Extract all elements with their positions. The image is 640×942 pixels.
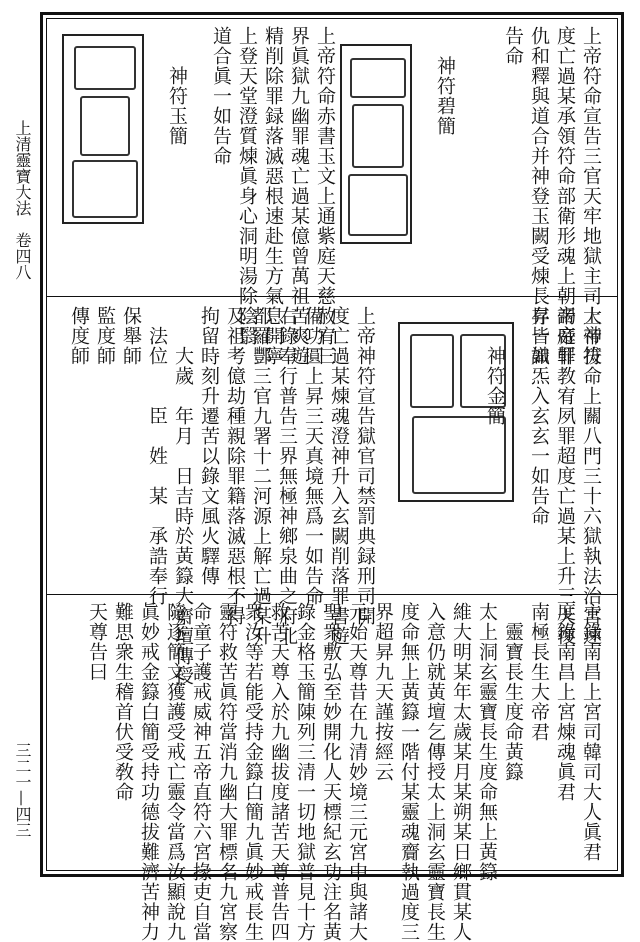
text-column: 主錄南昌上宮司韓司大人眞君: [580, 602, 602, 862]
text-column: 界眞獄九幽罪魂亡過某億曾萬祖苦爽遊: [288, 26, 310, 366]
text-column: 道合眞一如告命: [210, 26, 232, 166]
text-column: 隨逐簡文獲護受戒亡靈令當爲汝顯說九: [164, 602, 186, 942]
text-column: 大歲 年月 日吉時於黃籙大齋壇傳授: [172, 346, 194, 686]
text-column: 天尊告曰: [86, 602, 108, 682]
text-column: 入意仍就黃壇乞傳授太上洞玄靈寶長生: [424, 602, 446, 942]
text-column: 上帝神符宣告獄官司禁罰典録刑司開: [354, 306, 376, 626]
text-column: 都羅酆三官九署十二河源上解亡過某升: [250, 306, 272, 646]
text-column: 右錄奉行普告三界無極神鄉泉曲之府北: [276, 306, 298, 646]
text-column: 靈寶長生度命黃籙: [502, 622, 524, 782]
text-column: 神符玉簡: [166, 66, 188, 146]
text-column: 備功圓上昇三天真境無爲一如告命: [302, 306, 324, 606]
text-column: 度命無上黃籙一階付某靈魂齎執過度三: [398, 602, 420, 942]
text-column: 上帝符命赤書玉文上通紫庭天慈赦宥三: [314, 26, 336, 366]
text-column: 神符碧簡: [434, 56, 456, 136]
margin-page-number: 三二一—四三: [13, 742, 32, 838]
text-column: 度亡過某煉魂澄神升入玄闕削落罪書遊: [328, 306, 350, 646]
text-column: 拘留時刻升遷苦以錄文風火驛傳: [198, 306, 220, 586]
panel-bottom: [52, 602, 612, 942]
text-column: 救苦天尊入於九幽拔度諸苦天尊普告四: [268, 602, 290, 942]
text-column: 度錄南昌上宮煉魂眞君: [554, 602, 576, 802]
text-column: 監度師: [94, 306, 116, 366]
text-column: 上帝符命宣告三官天牢地獄主司大神拔: [580, 26, 602, 366]
text-column: 精削除罪録落滅惡根速赴生方氣息開寧: [262, 26, 284, 366]
text-column: 告命: [502, 26, 524, 66]
text-column: 太上洞玄靈寶長生度命無上黃籙: [476, 602, 498, 882]
text-column: 靈符救苦眞符當消九幽大罪標名九宮察: [216, 602, 238, 942]
text-column: 難思衆生稽首伏受敎命: [112, 602, 134, 802]
text-column: 仇和釋與道合并神登玉闕受煉長存一如: [528, 26, 550, 366]
text-column: 度亡過某承領符命部衛形魂上朝帝庭罪: [554, 26, 576, 366]
text-column: 南極長生大帝君: [528, 602, 550, 742]
text-column: 聖衆敷弘至妙開化人天標紀玄功注名黃: [320, 602, 342, 942]
text-column: 昇皆識炁入玄玄一如告命: [528, 306, 550, 526]
text-column: 維大明某年太歲某月某朔某日鄉貫某人: [450, 602, 472, 942]
text-column: 眞妙戒金籙白簡受持功德拔難濟苦神力: [138, 602, 160, 942]
margin-title: 上清靈寶大法 卷四八: [13, 120, 32, 280]
text-column: 及祖考億劫種親除罪籍落滅惡根不得: [224, 306, 246, 626]
text-column: 法位 臣 姓 某 承誥奉行: [146, 326, 168, 606]
text-column: 上登天堂澄質煉眞身心洞明湯除陰翳: [236, 26, 258, 346]
text-column: 保舉師: [120, 306, 142, 366]
text-column: 神符金簡: [484, 346, 506, 426]
text-column: 錄金格玉簡陳列三清一切地獄普見十方: [294, 602, 316, 942]
text-column: 傳度師: [68, 306, 90, 366]
text-column: 衆汝等若能受持金籙白簡九眞妙戒長生: [242, 602, 264, 942]
text-column: 上帝符命上關八門三十六獄執法治宮速: [580, 306, 602, 646]
text-column: 界超昇九天謹按經云: [372, 602, 394, 782]
text-column: 命童子護戒威神五帝直符六宮掾吏自當: [190, 602, 212, 942]
text-column: 謁帝軒教宥夙罪超度亡過某上升三天復: [554, 306, 576, 646]
text-column: 元始天尊昔在九清妙境三元宮中與諸大: [346, 602, 368, 942]
